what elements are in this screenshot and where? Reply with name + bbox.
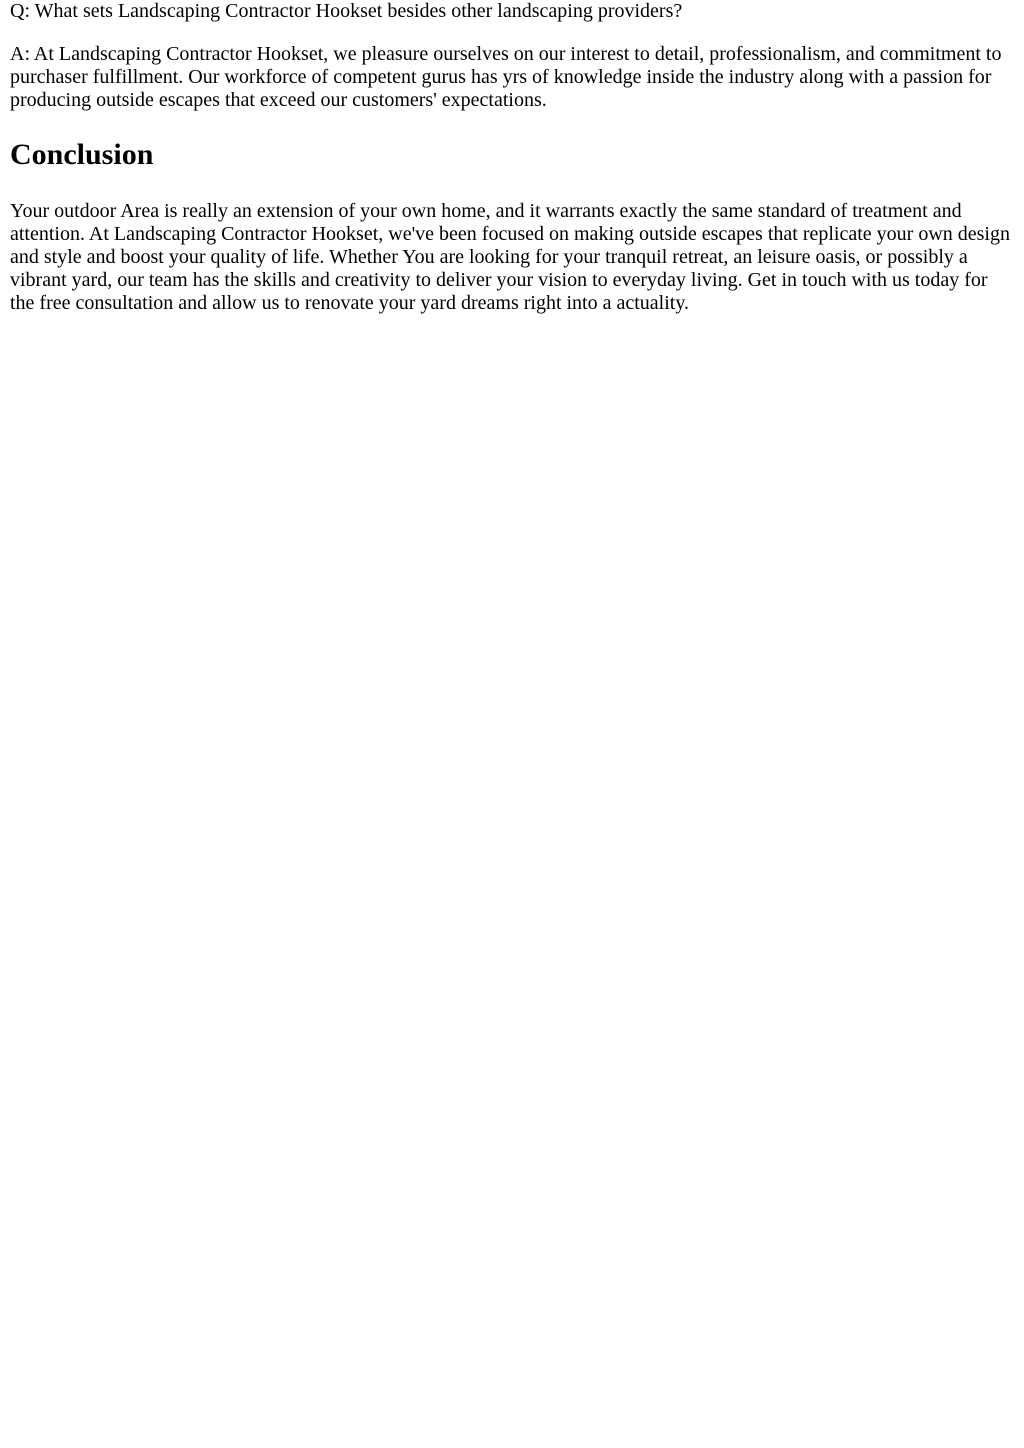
faq-answer: A: At Landscaping Contractor Hookset, we pleasure ourselves on our interest to detail, professionalism, and commitment to purchaser fulfillment. Our workforce of competent gurus has yrs of knowledge inside the industry along with a passion for producing outside escapes that exceed our customers' expectations. (10, 43, 1002, 111)
article-content (10, 0, 1014, 315)
conclusion-paragraph: Your outdoor Area is really an extension of your own home, and it warrants exactly the same standard of treatment and attention. At Landscaping Contractor Hookset, we've been focused on making outside escapes that replicate your own design and style and boost your quality of life. Whether You are looking for your tranquil retreat, an leisure oasis, or possibly a vibrant yard, our team has the skills and creativity to deliver your vision to everyday living. Get in touch with us today for the free consultation and allow us to renovate your yard dreams right into a actuality. (10, 200, 1010, 314)
faq-question: Q: What sets Landscaping Contractor Hookset besides other landscaping providers? (10, 0, 683, 22)
conclusion-heading: Conclusion (10, 138, 154, 171)
